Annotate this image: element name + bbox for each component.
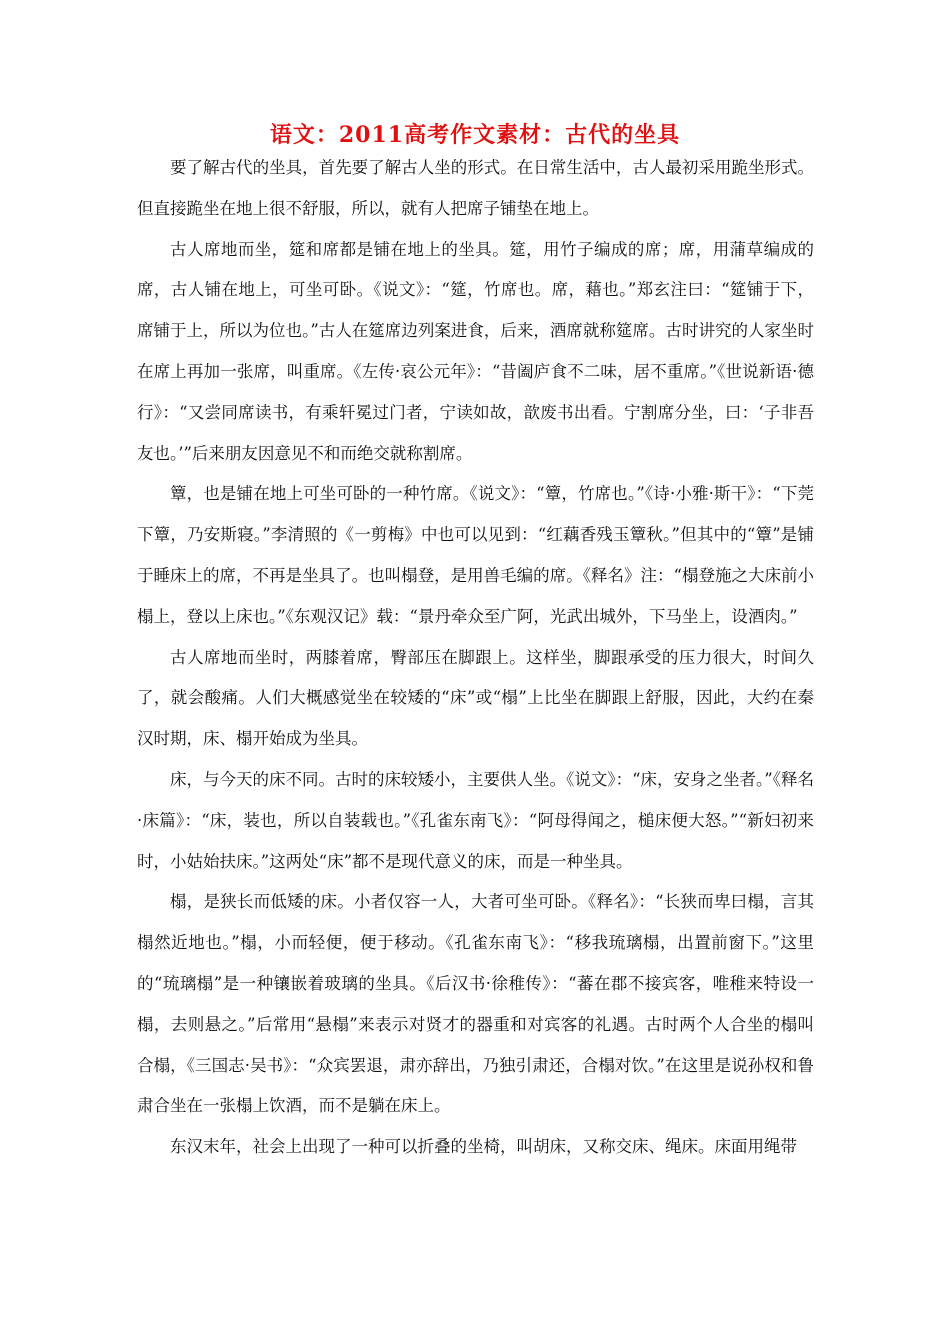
paragraph: 古人席地而坐时，两膝着席，臀部压在脚跟上。这样坐，脚跟承受的压力很大，时间久了，就会酸痛。人们大概感觉坐在较矮的“床”或“榻”上比坐在脚跟上舒服，因此，大约在秦汉时期，床、榻开始成为坐具。 — [137, 647, 814, 749]
paragraph: 要了解古代的坐具，首先要了解古人坐的形式。在日常生活中，古人最初采用跪坐形式。但直接跪坐在地上很不舒服，所以，就有人把席子铺垫在地上。 — [137, 158, 814, 218]
paragraph: 簟，也是铺在地上可坐可卧的一种竹席。《说文》：“簟，竹席也。”《诗·小雅·斯干》：“下莞下簟，乃安斯寝。”李清照的《一剪梅》中也可以见到：“红藕香残玉簟秋。”但其中的“簟”是铺于睡床上的席，不再是坐具了。也叫榻登，是用兽毛编的席。《释名》注：“榻登施之大床前小榻上，登以上床也。”《东观汉记》载：“景丹牵众至广阿，光武出城外，下马坐上，设酒肉。” — [137, 484, 814, 626]
paragraph: 古人席地而坐，筵和席都是铺在地上的坐具。筵，用竹子编成的席；席，用蒲草编成的席，古人铺在地上，可坐可卧。《说文》：“筵，竹席也。席，藉也。”郑玄注曰：“筵铺于下，席铺于上，所以为位也。”古人在筵席边列案进食，后来，酒席就称筵席。古时讲究的人家坐时在席上再加一张席，叫重席。《左传·哀公元年》：“昔阖庐食不二味，居不重席。”《世说新语·德行》：“又尝同席读书，有乘轩冕过门者，宁读如故，歆废书出看。宁割席分坐，曰：‘子非吾友也。’”后来朋友因意见不和而绝交就称割席。 — [137, 239, 814, 463]
paragraph: 榻，是狭长而低矮的床。小者仅容一人，大者可坐可卧。《释名》：“长狭而卑曰榻，言其榻然近地也。”榻，小而轻便，便于移动。《孔雀东南飞》：“移我琉璃榻，出置前窗下。”这里的“琉璃榻”是一种镶嵌着玻璃的坐具。《后汉书·徐稚传》：“蕃在郡不接宾客，唯稚来特设一榻，去则悬之。”后常用“悬榻”来表示对贤才的器重和对宾客的礼遇。古时两个人合坐的榻叫合榻，《三国志·吴书》：“众宾罢退，肃亦辞出，乃独引肃还，合榻对饮。”在这里是说孙权和鲁肃合坐在一张榻上饮酒，而不是躺在床上。 — [137, 892, 814, 1116]
paragraph: 床，与今天的床不同。古时的床较矮小，主要供人坐。《说文》：“床，安身之坐者。”《释名·床篇》：“床，装也，所以自装载也。”《孔雀东南飞》：“阿母得闻之，槌床便大怒。”“新妇初来时，小姑始扶床。”这两处“床”都不是现代意义的床，而是一种坐具。 — [137, 769, 814, 871]
document-title: 语文：2011高考作文素材：古代的坐具 — [269, 122, 681, 148]
document-body — [137, 148, 814, 1168]
paragraph: 东汉末年，社会上出现了一种可以折叠的坐椅，叫胡床，又称交床、绳床。床面用绳带 — [170, 1137, 797, 1157]
